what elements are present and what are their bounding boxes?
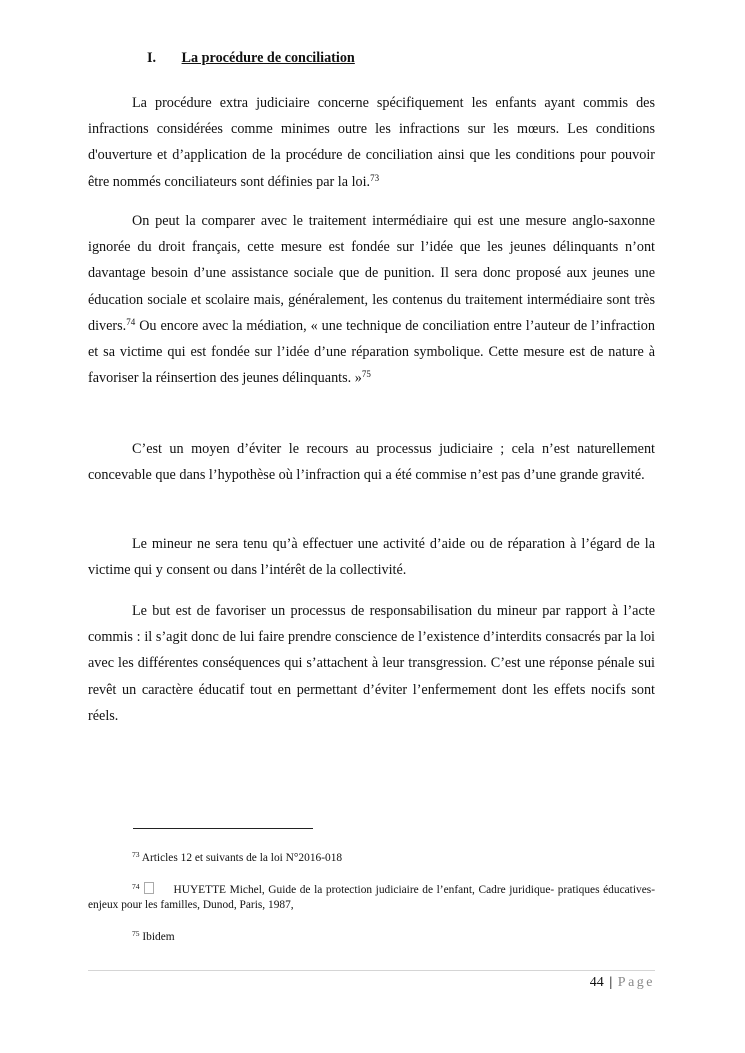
- footnote-75: [88, 930, 655, 945]
- footnote-separator: [133, 828, 313, 829]
- paragraph-5: [88, 598, 655, 729]
- paragraph-4: [88, 531, 655, 583]
- paragraph-text: Le mineur ne sera tenu qu’à effectuer une activité d’aide ou de réparation à l’égard de la victime qui y consent ou dans l’intérêt de la collectivité.: [88, 536, 655, 579]
- footer-rule: [88, 970, 655, 971]
- section-title: La procédure de conciliation: [181, 50, 355, 66]
- footnote-text: Ibidem: [142, 931, 175, 943]
- paragraph-2: [88, 208, 655, 391]
- footnote-74: [88, 882, 655, 912]
- section-number: I.: [147, 50, 157, 66]
- footnote-text: Articles 12 et suivants de la loi N°2016-018: [141, 852, 343, 864]
- page-footer: [590, 975, 655, 991]
- paragraph-text: La procédure extra judiciaire concerne spécifiquement les enfants ayant commis des infractions considérées comme minimes outre les infractions sur les mœurs. Les conditions d'ouverture et d’application de la procédure de conciliation ainsi que les conditions pour pouvoir être nommés conciliateurs sont définies par la loi.: [88, 95, 655, 190]
- missing-glyph-icon: [144, 882, 154, 894]
- footnote-text: HUYETTE Michel, Guide de la protection judiciaire de l’enfant, Cadre juridique- pratiques éducatives- enjeux pour les familles, Dunod, Paris, 1987,: [88, 884, 655, 911]
- paragraph-text-continued: Ou encore avec la médiation, « une technique de conciliation entre l’auteur de l’infraction et sa victime qui est fondée sur l’idée d’une réparation symbolique. Cette mesure est de nature à favoriser la réinsertion des jeunes délinquants. »: [88, 317, 655, 387]
- page-label: Page: [617, 975, 655, 990]
- footnote-ref-75[interactable]: 75: [361, 369, 371, 380]
- footnote-ref-74[interactable]: 74: [126, 316, 136, 327]
- paragraph-3: [88, 436, 655, 488]
- footnote-number: 75: [132, 929, 140, 938]
- paragraph-1: [88, 90, 655, 195]
- page-number: 44: [589, 975, 604, 990]
- footer-separator: |: [609, 975, 613, 990]
- paragraph-text: Le but est de favoriser un processus de responsabilisation du mineur par rapport à l’acte commis : il s’agit donc de lui faire prendre conscience de l’existence d’interdits consacrés par la loi avec les différentes conséquences qui s’attachent à leur transgression. C’est une réponse pénale sui revêt un caractère éducatif tout en permettant d’éviter l’enfermement dont les effets nocifs sont réels.: [88, 603, 655, 724]
- section-heading: [147, 50, 355, 67]
- footnote-number: 73: [132, 850, 140, 859]
- footnote-ref-73[interactable]: 73: [370, 172, 380, 183]
- paragraph-text: On peut la comparer avec le traitement intermédiaire qui est une mesure anglo-saxonne ignorée du droit français, cette mesure est fondée sur l’idée que les jeunes délinquants n’ont davantage besoin d’une assistance sociale que de punition. Il sera donc proposé aux jeunes une éducation sociale et scolaire mais, généralement, les contenus du traitement intermédiaire sont très divers.: [88, 213, 655, 334]
- footnote-73: [88, 851, 655, 866]
- footnote-number: 74: [132, 882, 140, 891]
- paragraph-text: C’est un moyen d’éviter le recours au processus judiciaire ; cela n’est naturellement concevable que dans l’hypothèse où l’infraction qui a été commise n’est pas d’une grande gravité.: [88, 441, 655, 484]
